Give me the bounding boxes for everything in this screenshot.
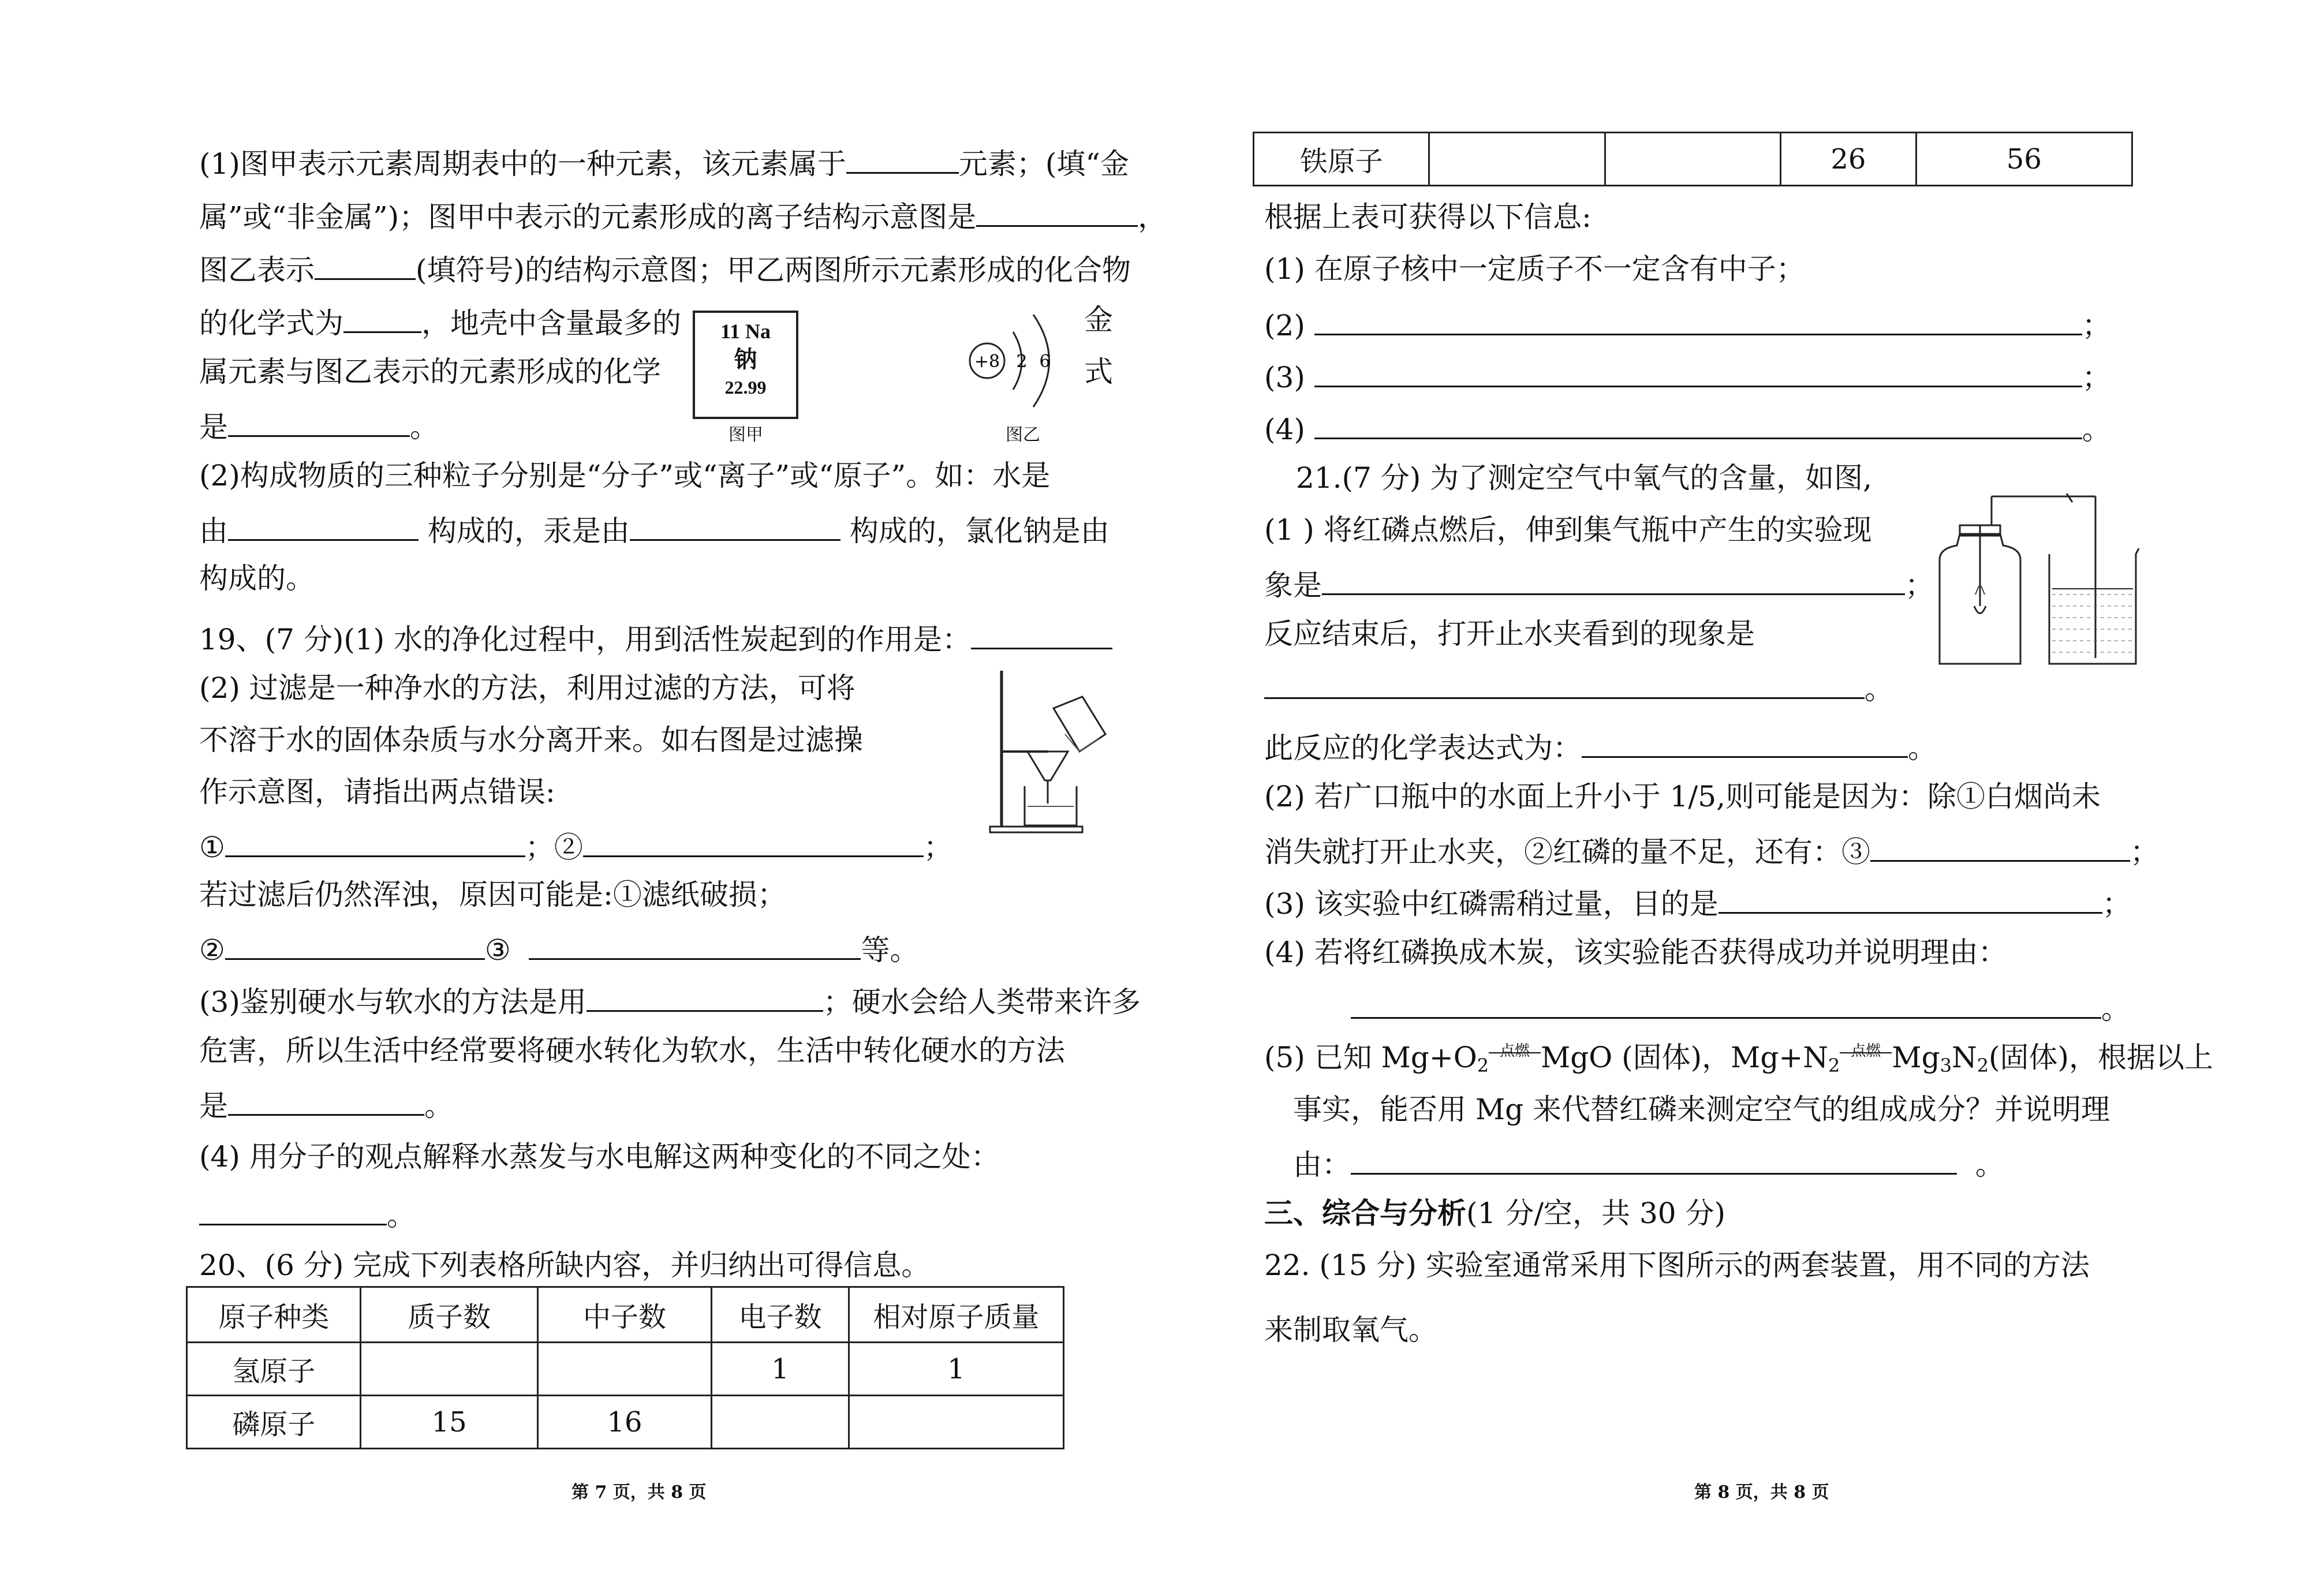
condition-mark: 点燃 — [1489, 1044, 1541, 1067]
table-cell[interactable] — [712, 1396, 849, 1449]
table-row — [187, 1396, 1064, 1449]
blank[interactable] — [225, 928, 485, 960]
table-header: 中子数 — [537, 1287, 711, 1343]
q19-line3: 不溶于水的固体杂质与水分离开来。如右图是过滤操 — [199, 723, 863, 757]
q21-line12: 事实，能否用 Mg 来代替红磷来测定空气的组成成分？并说明理 — [1293, 1093, 2110, 1126]
blank[interactable] — [343, 301, 421, 333]
q19-line8: (3)鉴别硬水与软水的方法是用 ；硬水会给人类带来许多 — [199, 980, 1141, 1021]
blank[interactable] — [1351, 1143, 1957, 1175]
q18-1-line5: 属元素与图乙表示的元素形成的化学 — [199, 355, 661, 388]
q18-1-char: 金 — [1084, 303, 1113, 337]
q21-line2: 象是 ； — [1264, 563, 1934, 604]
q19-line1: 19、(7 分)(1) 水的净化过程中，用到活性炭起到的作用是： — [199, 618, 1112, 658]
q21-line11: (5) 已知 $Mg+O_2$ 点燃 MgO (固体)，$Mg+N_2$ 点燃 $Mg_3N_2$(固体)，根据以上 — [1264, 1041, 2214, 1077]
blank[interactable] — [1719, 882, 2102, 914]
q18-2-line2: 由 构成的，汞是由 构成的，氯化钠是由 — [199, 509, 1109, 550]
q18-1-line1: (1)图甲表示元素周期表中的一种元素，该元素属于 元素；(填“金 — [199, 142, 1129, 182]
filtration-diagram — [984, 665, 1123, 838]
q19-line9: 危害，所以生活中经常要将硬水转化为软水，生活中转化硬水的方法 — [199, 1034, 1065, 1067]
blank[interactable] — [583, 825, 924, 857]
blank[interactable] — [228, 1084, 424, 1116]
blank[interactable] — [630, 509, 840, 541]
q19-line4: 作示意图，请指出两点错误: — [199, 775, 555, 809]
q18-1-line3: 图乙表示 (填符号)的结构示意图；甲乙两图所示元素形成的化合物 — [199, 248, 1131, 289]
blank[interactable] — [1264, 667, 1865, 699]
table-cell: 氢原子 — [187, 1343, 361, 1396]
blank[interactable] — [228, 405, 410, 437]
q18-2-line1: (2)构成物质的三种粒子分别是“分子”或“离子”或“原子”。如：水是 — [199, 459, 1051, 492]
table-header-row — [187, 1287, 1064, 1343]
q18-2-line3: 构成的。 — [199, 562, 315, 595]
condition-mark: 点燃 — [1840, 1044, 1892, 1067]
q21-line5: 此反应的化学表达式为： 。 — [1264, 726, 1937, 767]
q18-1-line4: 的化学式为 ，地壳中含量最多的 — [199, 301, 681, 342]
table-header: 原子种类 — [187, 1287, 361, 1343]
q19-line5: ① ；② ； — [199, 825, 952, 866]
blank[interactable] — [971, 618, 1112, 649]
table-row — [1254, 133, 2132, 186]
atom-structure-diagram — [958, 300, 1074, 421]
q21-line13: 由： 。 — [1293, 1143, 2004, 1183]
q19-line11: (4) 用分子的观点解释水蒸发与水电解这两种变化的不同之处： — [199, 1140, 1000, 1173]
q21-line7: 消失就打开止水夹，②红磷的量不足，还有：③ ； — [1264, 830, 2159, 870]
blank[interactable] — [1314, 408, 2082, 439]
element-name: 钠 — [734, 346, 757, 372]
blank[interactable] — [586, 980, 823, 1012]
periodic-table-cell — [693, 311, 798, 419]
q19-line2: (2) 过滤是一种净水的方法，利用过滤的方法，可将 — [199, 671, 855, 705]
blank[interactable] — [1870, 830, 2130, 862]
page-footer: 第 8 页，共 8 页 — [1694, 1482, 1829, 1502]
atom-table-continued — [1253, 132, 2133, 186]
q21-line4: 。 — [1264, 667, 1893, 708]
fig-jia-caption: 图甲 — [729, 425, 763, 445]
q19-line10: 是 。 — [199, 1084, 453, 1124]
table-cell: 56 — [1916, 133, 2132, 186]
oxygen-apparatus-diagram — [1928, 491, 2147, 670]
table-cell: 1 — [712, 1343, 849, 1396]
table-header: 质子数 — [361, 1287, 537, 1343]
blank[interactable] — [976, 195, 1138, 227]
q19-line7: ② ③ 等。 — [199, 928, 918, 969]
info-title: 根据上表可获得以下信息: — [1264, 200, 1592, 234]
element-mass: 22.99 — [724, 377, 767, 398]
shell-electrons-2: 6 — [1039, 352, 1051, 372]
blank[interactable] — [846, 142, 959, 174]
blank[interactable] — [225, 825, 525, 857]
blank[interactable] — [1582, 726, 1908, 758]
table-cell[interactable] — [537, 1343, 711, 1396]
table-cell: 15 — [361, 1396, 537, 1449]
q21-line10: 。 — [1351, 987, 2130, 1027]
page-footer: 第 7 页，共 8 页 — [571, 1482, 707, 1502]
q21-line8: (3) 该实验中红磷需稍过量，目的是 ； — [1264, 882, 2131, 922]
table-header: 相对原子质量 — [849, 1287, 1063, 1343]
blank[interactable] — [1314, 304, 2082, 335]
section3-heading: 三、综合与分析(1 分/空，共 30 分) — [1264, 1196, 1725, 1230]
q21-line1: (1 ) 将红磷点燃后，伸到集气瓶中产生的实验现 — [1264, 513, 1872, 547]
table-row — [187, 1343, 1064, 1396]
info-line2: (2) ； — [1264, 304, 2111, 344]
blank[interactable] — [228, 509, 419, 541]
info-line4: (4) 。 — [1264, 408, 2111, 448]
table-cell: 磷原子 — [187, 1396, 361, 1449]
table-header: 电子数 — [712, 1287, 849, 1343]
q21-line3: 反应结束后，打开止水夹看到的现象是 — [1264, 617, 1755, 651]
table-cell[interactable] — [849, 1396, 1063, 1449]
blank[interactable] — [315, 248, 416, 280]
blank[interactable] — [1314, 356, 2082, 387]
info-line1: (1) 在原子核中一定质子不一定含有中子； — [1264, 252, 1805, 286]
table-cell[interactable] — [1429, 133, 1605, 186]
blank[interactable] — [529, 928, 861, 960]
atom-table — [186, 1286, 1064, 1449]
table-cell: 16 — [537, 1396, 711, 1449]
table-cell: 1 — [849, 1343, 1063, 1396]
q21-title: 21.(7 分) 为了测定空气中氧气的含量，如图, — [1296, 461, 1873, 495]
shell-electrons-1: 2 — [1016, 352, 1028, 372]
info-line3: (3) ； — [1264, 356, 2111, 396]
blank[interactable] — [199, 1194, 387, 1225]
table-cell[interactable] — [1605, 133, 1780, 186]
nucleus-charge: +8 — [974, 352, 1000, 372]
blank[interactable] — [1351, 987, 2101, 1019]
table-cell: 26 — [1781, 133, 1917, 186]
table-cell[interactable] — [361, 1343, 537, 1396]
blank[interactable] — [1322, 563, 1905, 595]
q18-1-char: 式 — [1084, 355, 1113, 388]
q21-line9: (4) 若将红磷换成木炭，该实验能否获得成功并说明理由： — [1264, 936, 2007, 969]
q19-line6: 若过滤后仍然浑浊，原因可能是:①滤纸破损； — [199, 878, 786, 911]
q21-line6: (2) 若广口瓶中的水面上升小于 1/5,则可能是因为：除①白烟尚未 — [1264, 780, 2101, 813]
fig-yi-caption: 图乙 — [1006, 425, 1040, 445]
q22-line1: 22. (15 分) 实验室通常采用下图所示的两套装置，用不同的方法 — [1264, 1249, 2090, 1282]
q20-title: 20、(6 分) 完成下列表格所缺内容，并归纳出可得信息。 — [199, 1249, 931, 1282]
q18-1-line6: 是 。 — [199, 405, 439, 446]
q22-line2: 来制取氧气。 — [1264, 1313, 1437, 1347]
right-page — [1155, 0, 2305, 1596]
table-cell: 铁原子 — [1254, 133, 1429, 186]
q19-line12: 。 — [199, 1194, 416, 1234]
q18-1-line2: 属”或“非金属”)；图甲中表示的元素形成的离子结构示意图是 ， — [199, 195, 1167, 236]
element-number-symbol: 11 Na — [720, 320, 771, 343]
